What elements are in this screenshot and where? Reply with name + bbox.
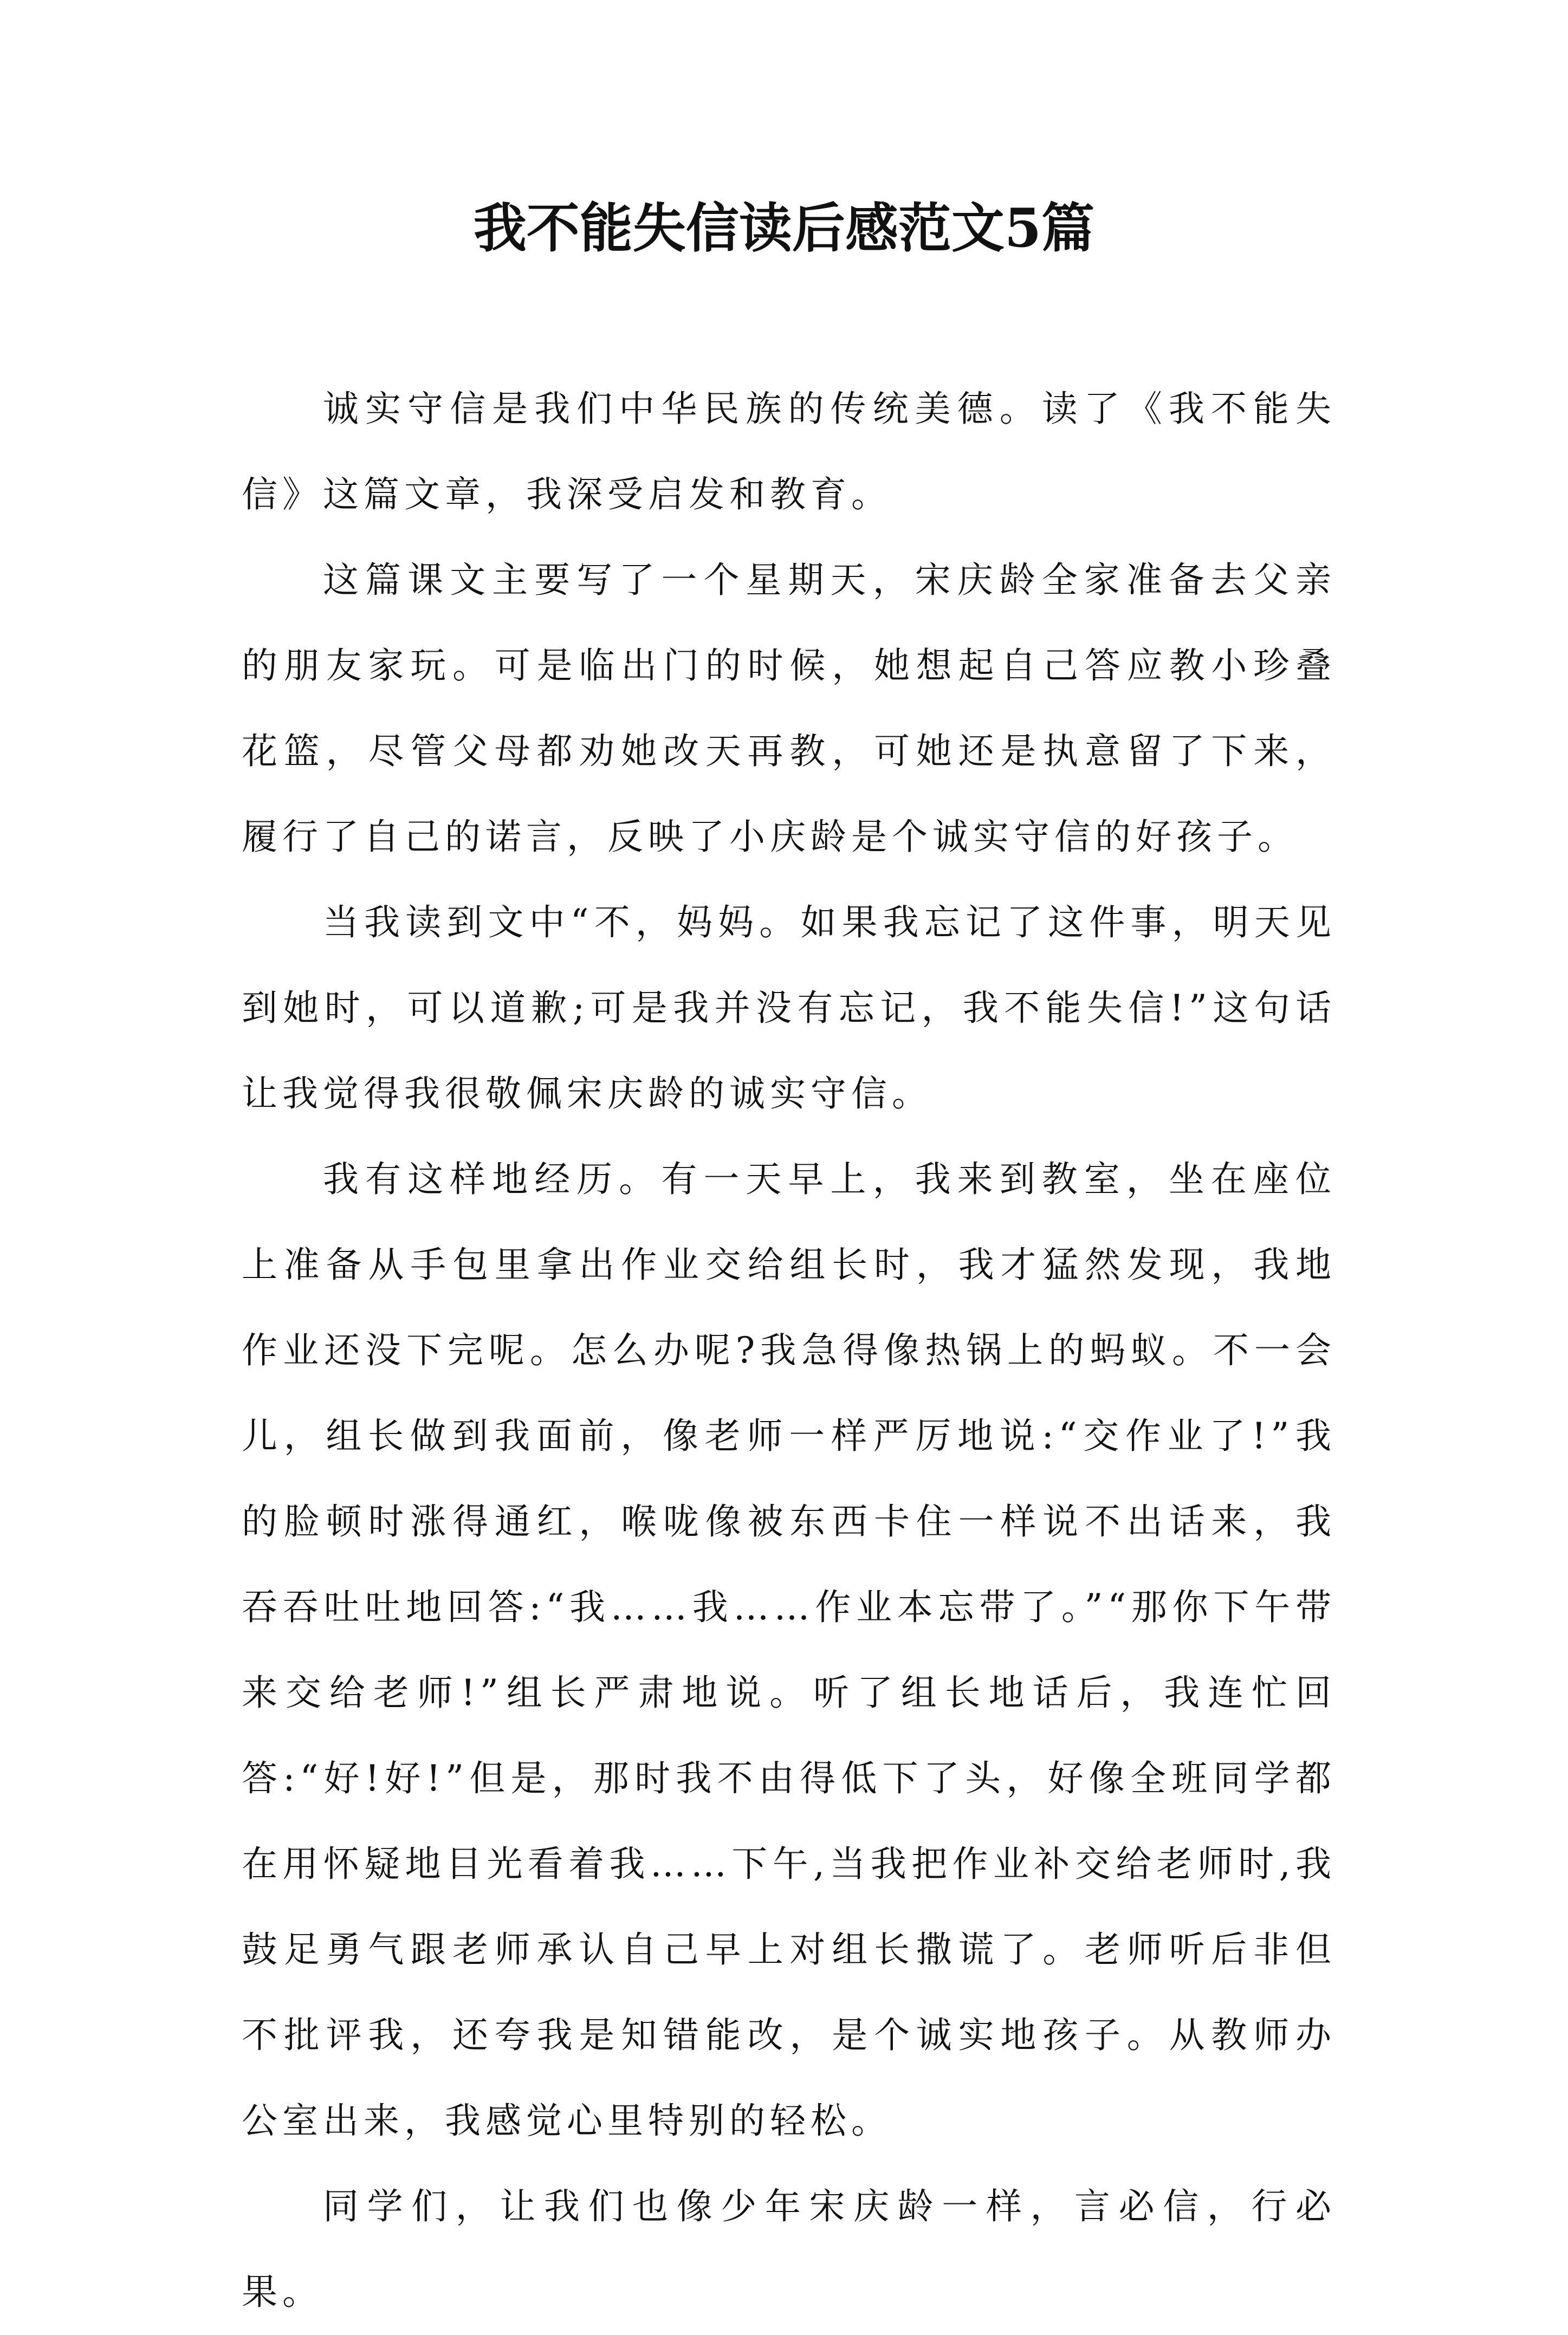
paragraph-2: 这篇课文主要写了一个星期天，宋庆龄全家准备去父亲的朋友家玩。可是临出门的时候，她想起自己答应教小珍叠花篮，尽管父母都劝她改天再教，可她还是执意留了下来，履行了自己的诺言，反映了小庆龄是个诚实守信的好孩子。 — [242, 559, 1336, 858]
document-body — [242, 366, 1336, 2335]
document-title: 我不能失信读后感范文5篇 — [473, 197, 1095, 260]
paragraph-1: 诚实守信是我们中华民族的传统美德。读了《我不能失信》这篇文章，我深受启发和教育。 — [242, 388, 1336, 515]
paragraph-4: 我有这样地经历。有一天早上，我来到教室，坐在座位上准备从手包里拿出作业交给组长时，我才猛然发现，我地作业还没下完呢。怎么办呢?我急得像热锅上的蚂蚁。不一会儿，组长做到我面前，像老师一样严厉地说:“交作业了!”我的脸顿时涨得通红，喉咙像被东西卡住一样说不出话来，我吞吞吐吐地回答:“我……我……作业本忘带了。”“那你下午带来交给老师!”组长严肃地说。听了组长地话后，我连忙回答:“好!好!”但是，那时我不由得低下了头，好像全班同学都在用怀疑地目光看着我……下午,当我把作业补交给老师时,我鼓足勇气跟老师承认自己早上对组长撒谎了。老师听后非但不批评我，还夸我是知错能改，是个诚实地孩子。从教师办公室出来，我感觉心里特别的轻松。 — [242, 1158, 1336, 2142]
paragraph-5: 同学们，让我们也像少年宋庆龄一样，言必信，行必果。 — [242, 2185, 1336, 2313]
paragraph-3: 当我读到文中“不，妈妈。如果我忘记了这件事，明天见到她时，可以道歉;可是我并没有忘记，我不能失信!”这句话让我觉得我很敬佩宋庆龄的诚实守信。 — [242, 901, 1336, 1114]
